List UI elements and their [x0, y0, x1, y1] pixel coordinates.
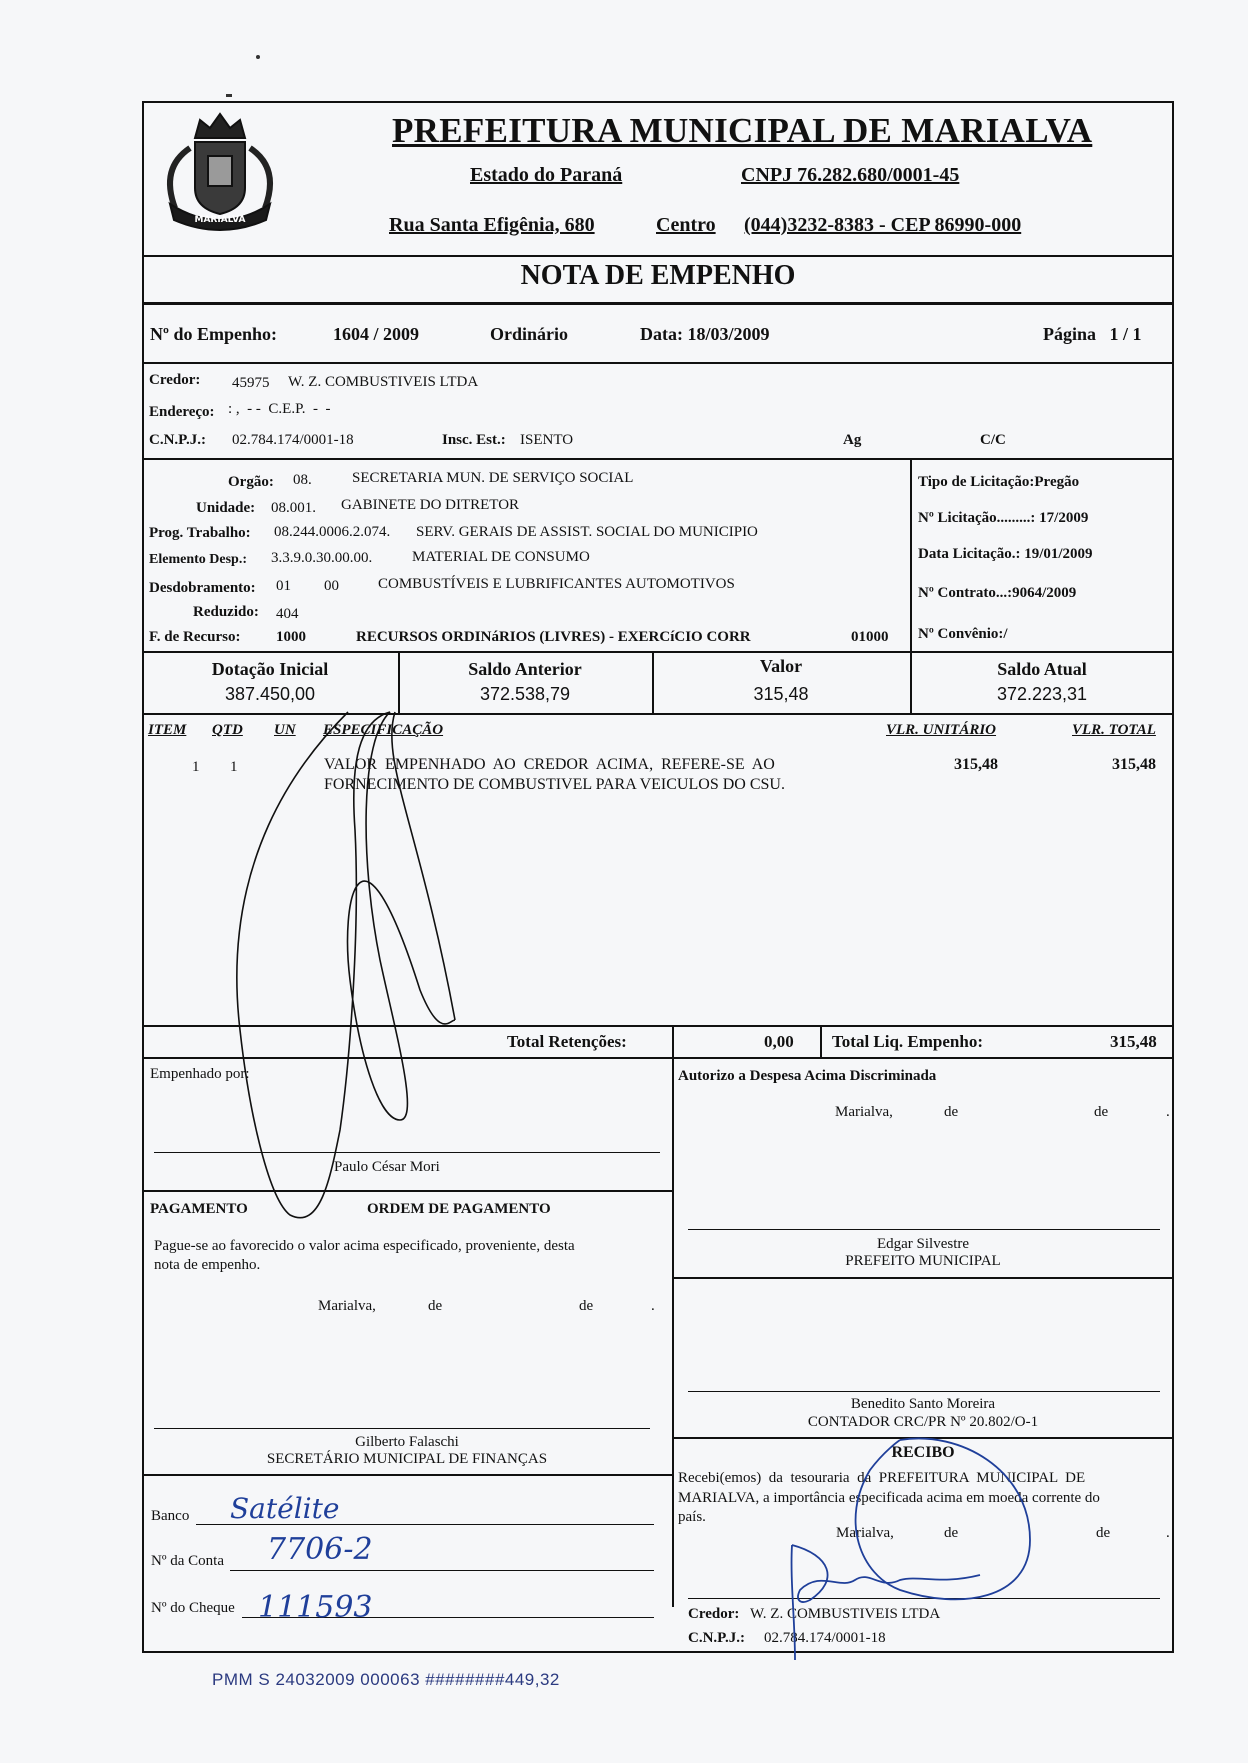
credor-name: W. Z. COMBUSTIVEIS LTDA: [288, 374, 479, 390]
recurso-name: RECURSOS ORDINáRIOS (LIVRES) - EXERCíCIO CORR: [356, 629, 751, 645]
elemento-label: Elemento Desp.:: [149, 552, 247, 567]
recurso-code: 1000: [276, 629, 306, 645]
convenio-numero: Nº Convênio:/: [918, 626, 1008, 642]
reduzido-value: 404: [276, 606, 299, 622]
autorizo-de1: de: [944, 1104, 959, 1120]
desdobramento-a: 01: [276, 578, 291, 594]
elemento-code: 3.3.9.0.30.00.00.: [271, 550, 373, 566]
unidade-label: Unidade:: [196, 500, 256, 516]
items-header-item: ITEM: [148, 722, 187, 738]
conta-label: Nº da Conta: [151, 1553, 224, 1569]
autorizo-city: Marialva,: [835, 1104, 893, 1120]
prog-code: 08.244.0006.2.074.: [274, 524, 391, 540]
recibo-cnpj-label: C.N.P.J.:: [688, 1630, 745, 1646]
liq-empenho-value: 315,48: [1110, 1032, 1157, 1051]
orgao-name: SECRETARIA MUN. DE SERVIÇO SOCIAL: [352, 470, 634, 486]
credor-cnpj: 02.784.174/0001-18: [232, 432, 354, 448]
pagamento-city: Marialva,: [318, 1298, 376, 1314]
header-address: Rua Santa Efigênia, 680: [389, 214, 595, 236]
credor-label: Credor:: [149, 372, 201, 388]
credor-cnpj-label: C.N.P.J.:: [149, 432, 206, 448]
secretario-title: SECRETÁRIO MUNICIPAL DE FINANÇAS: [266, 1451, 548, 1467]
unidade-name: GABINETE DO DITRETOR: [341, 497, 520, 513]
pagamento-text-line2: nota de empenho.: [154, 1257, 261, 1273]
endereco-value: : , - - C.E.P. - -: [228, 401, 331, 417]
empenho-number-label: Nº do Empenho:: [150, 324, 277, 344]
empenhado-label: Empenhado por:: [150, 1066, 250, 1082]
prefeitura-title: PREFEITURA MUNICIPAL DE MARIALVA: [392, 111, 1093, 150]
saldo-anterior-label: Saldo Anterior: [468, 659, 582, 679]
recibo-text-line2: MARIALVA, a importância especificada acima em moeda corrente do: [678, 1490, 1100, 1506]
cc-label: C/C: [980, 432, 1006, 448]
liq-empenho-label: Total Liq. Empenho:: [832, 1032, 983, 1051]
recibo-text-line1: Recebi(emos) da tesouraria da PREFEITURA MUNICIPAL DE: [678, 1470, 1086, 1486]
stray-mark: [226, 94, 232, 97]
items-header-especificacao: ESPECIFICAÇÃO: [323, 722, 444, 738]
banco-handwritten: Satélite: [230, 1492, 340, 1525]
retencoes-label: Total Retenções:: [507, 1032, 627, 1051]
empenho-date: Data: 18/03/2009: [640, 324, 770, 344]
recibo-credor: W. Z. COMBUSTIVEIS LTDA: [750, 1606, 941, 1622]
contrato-numero: Nº Contrato...:9064/2009: [918, 585, 1077, 601]
dotacao-value: 387.450,00: [224, 684, 316, 704]
prog-label: Prog. Trabalho:: [149, 525, 251, 541]
pagamento-text-line1: Pague-se ao favorecido o valor acima especificado, proveniente, desta: [154, 1238, 575, 1254]
pagamento-de2: de: [579, 1298, 594, 1314]
empenhado-signer: Paulo César Mori: [334, 1159, 440, 1175]
recibo-credor-label: Credor:: [688, 1606, 740, 1622]
valor-value: 315,48: [753, 684, 809, 704]
recibo-de2: de: [1096, 1525, 1111, 1541]
recibo-dot: .: [1166, 1525, 1170, 1541]
header-phone-cep: (044)3232-8383 - CEP 86990-000: [744, 214, 1022, 236]
coat-of-arms-logo: [150, 108, 290, 238]
licitacao-data: Data Licitação.: 19/01/2009: [918, 546, 1093, 562]
secretario-name: Gilberto Falaschi: [355, 1434, 459, 1450]
saldo-atual-value: 372.223,31: [996, 684, 1088, 704]
licitacao-tipo: Tipo de Licitação:Pregão: [918, 474, 1080, 490]
item-vlr-total: 315,48: [1112, 756, 1156, 773]
empenho-type: Ordinário: [490, 324, 569, 344]
items-header-qtd: QTD: [212, 722, 243, 738]
elemento-name: MATERIAL DE CONSUMO: [412, 549, 590, 565]
pagamento-dot: .: [651, 1298, 655, 1314]
recibo-city: Marialva,: [836, 1525, 894, 1541]
item-number: 1: [192, 759, 200, 775]
svg-text:MARIALVA: MARIALVA: [194, 215, 246, 225]
items-header-un: UN: [274, 722, 296, 738]
retencoes-value: 0,00: [764, 1032, 794, 1051]
unidade-code: 08.001.: [271, 500, 316, 516]
recurso-number: 01000: [851, 629, 889, 645]
reduzido-label: Reduzido:: [193, 604, 259, 620]
empenho-number: 1604 / 2009: [333, 324, 420, 344]
saldo-anterior-value: 372.538,79: [479, 684, 571, 704]
conta-handwritten: 7706-2: [267, 1532, 373, 1567]
dotacao-label: Dotação Inicial: [211, 659, 329, 679]
recibo-title: RECIBO: [891, 1444, 955, 1461]
ordem-pagamento-label: ORDEM DE PAGAMENTO: [367, 1201, 551, 1217]
desdobramento-name: COMBUSTÍVEIS E LUBRIFICANTES AUTOMOTIVOS: [378, 576, 735, 592]
item-qtd: 1: [230, 759, 238, 775]
prefeito-title: PREFEITO MUNICIPAL: [845, 1253, 1001, 1269]
recibo-de1: de: [944, 1525, 959, 1541]
ag-label: Ag: [843, 432, 862, 448]
valor-label: Valor: [759, 656, 803, 676]
insc-label: Insc. Est.:: [442, 432, 506, 448]
state-label: Estado do Paraná: [470, 164, 623, 186]
prog-name: SERV. GERAIS DE ASSIST. SOCIAL DO MUNICIPIO: [416, 524, 758, 540]
page-number: Página 1 / 1: [1043, 324, 1142, 344]
item-description-line1: VALOR EMPENHADO AO CREDOR ACIMA, REFERE-SE AO: [324, 756, 775, 773]
cheque-label: Nº do Cheque: [151, 1600, 235, 1616]
recibo-cnpj: 02.784.174/0001-18: [764, 1630, 886, 1646]
pagamento-de1: de: [428, 1298, 443, 1314]
recurso-label: F. de Recurso:: [149, 629, 241, 645]
credor-code: 45975: [232, 375, 270, 391]
recibo-text-line3: país.: [678, 1509, 706, 1525]
insc-value: ISENTO: [520, 432, 574, 448]
orgao-code: 08.: [293, 472, 312, 488]
cnpj-header: CNPJ 76.282.680/0001-45: [741, 164, 960, 186]
stray-mark: [256, 55, 260, 59]
autorizo-de2: de: [1094, 1104, 1109, 1120]
header-district: Centro: [656, 214, 716, 236]
saldo-atual-label: Saldo Atual: [997, 659, 1087, 679]
document-title: NOTA DE EMPENHO: [520, 260, 796, 291]
contador-title: CONTADOR CRC/PR Nº 20.802/O-1: [807, 1414, 1039, 1430]
autorizo-dot: .: [1166, 1104, 1170, 1120]
orgao-label: Orgão:: [228, 474, 274, 490]
items-header-vlr-unitario: VLR. UNITÁRIO: [886, 722, 997, 738]
endereco-label: Endereço:: [149, 404, 215, 420]
pagamento-label: PAGAMENTO: [150, 1201, 248, 1217]
contador-name: Benedito Santo Moreira: [850, 1396, 996, 1412]
desdobramento-label: Desdobramento:: [149, 580, 256, 596]
items-header-vlr-total: VLR. TOTAL: [1072, 722, 1156, 738]
item-description-line2: FORNECIMENTO DE COMBUSTIVEL PARA VEICULOS DO CSU.: [324, 776, 785, 793]
licitacao-numero: Nº Licitação.........: 17/2009: [918, 510, 1089, 526]
payment-stamp: PMM S 24032009 000063 ########449,32: [212, 1670, 560, 1689]
desdobramento-b: 00: [324, 578, 339, 594]
item-vlr-unitario: 315,48: [954, 756, 998, 773]
prefeito-name: Edgar Silvestre: [876, 1236, 970, 1252]
autorizo-label: Autorizo a Despesa Acima Discriminada: [678, 1068, 937, 1084]
cheque-handwritten: 111593: [258, 1590, 373, 1625]
banco-label: Banco: [151, 1508, 190, 1524]
